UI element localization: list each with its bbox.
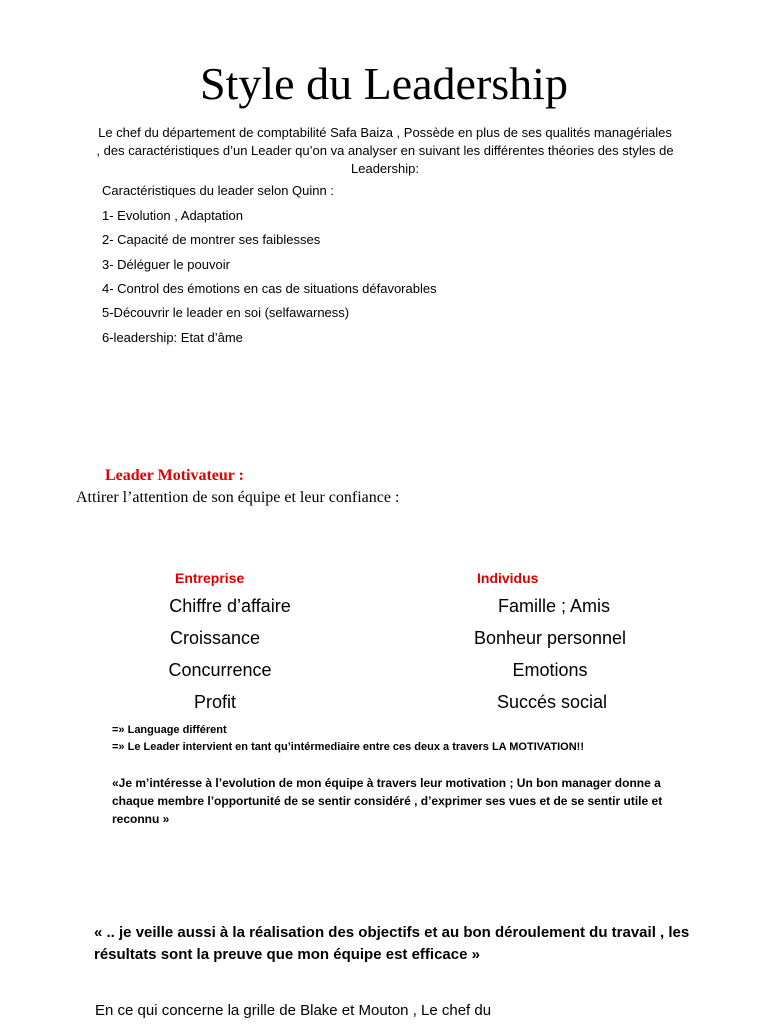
motivateur-subheading: Attirer l’attention de son équipe et leur confiance : bbox=[76, 489, 400, 506]
quote-objectifs: « .. je veille aussi à la réalisation des objectifs et au bon déroulement du travail , les résultats sont la preuve que mon équipe est efficace » bbox=[94, 924, 690, 963]
quinn-item-2: 2- Capacité de montrer ses faiblesses bbox=[102, 232, 321, 247]
intro-paragraph: Le chef du département de comptabilité Safa Baiza , Possède en plus de ses qualités managériales , des caractéristiques d’un Leader qu’on va analyser en suivant les différentes théories des styles de Leadership: bbox=[96, 125, 674, 176]
entreprise-item-4: Profit bbox=[193, 692, 236, 712]
entreprise-item-2: Croissance bbox=[169, 628, 261, 648]
individus-item-2: Bonheur personnel bbox=[473, 628, 627, 648]
note-intermediaire: =» Le Leader intervient en tant qu’intérmediaire entre ces deux a travers LA MOTIVATION!! bbox=[112, 741, 585, 753]
page-title: Style du Leadership bbox=[200, 58, 568, 109]
individus-item-3: Emotions bbox=[512, 660, 588, 680]
quote-motivation: «Je m’intéresse à l’evolution de mon équipe à travers leur motivation ; Un bon manager donne a chaque membre l’opportunité de se sentir considéré , d’exprimer ses vues et de se sentir utile et reconnu » bbox=[112, 776, 663, 826]
quinn-heading: Caractéristiques du leader selon Quinn : bbox=[102, 183, 334, 198]
entreprise-item-1: Chiffre d’affaire bbox=[169, 596, 291, 616]
quinn-item-5: 5-Découvrir le leader en soi (selfawarness) bbox=[102, 305, 350, 320]
closing-text: En ce qui concerne la grille de Blake et Mouton , Le chef du bbox=[95, 1002, 492, 1019]
entreprise-item-3: Concurrence bbox=[168, 660, 272, 680]
quinn-item-3: 3- Déléguer le pouvoir bbox=[102, 257, 230, 272]
quinn-item-6: 6-leadership: Etat d’âme bbox=[102, 330, 243, 345]
individus-item-1: Famille ; Amis bbox=[497, 596, 611, 616]
quinn-item-4: 4- Control des émotions en cas de situations défavorables bbox=[102, 281, 437, 296]
note-language: =» Language différent bbox=[112, 724, 227, 736]
leader-motivateur-heading: Leader Motivateur : bbox=[105, 467, 244, 484]
individus-heading: Individus bbox=[477, 570, 539, 586]
entreprise-heading: Entreprise bbox=[175, 570, 245, 586]
individus-item-4: Succés social bbox=[496, 692, 608, 712]
quinn-item-1: 1- Evolution , Adaptation bbox=[102, 208, 243, 223]
